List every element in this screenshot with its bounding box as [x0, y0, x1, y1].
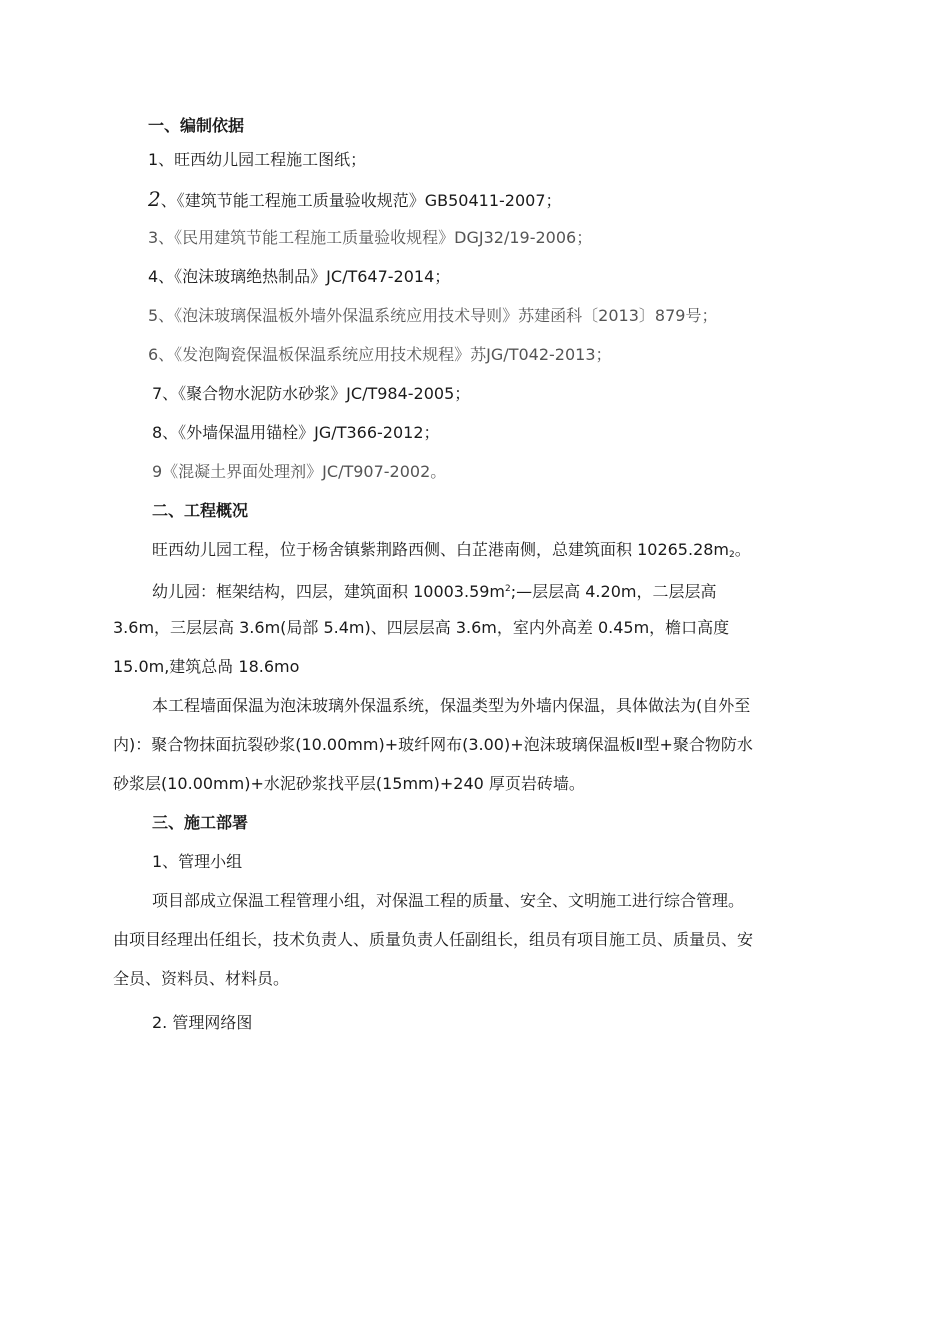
basis-item-9: 9《混凝土界面处理剂》JC/T907-2002。 — [152, 462, 447, 481]
basis-item-4: 4、《泡沫玻璃绝热制品》JC/T647-2014； — [148, 267, 451, 286]
overview-p2-text-a: 幼儿园：框架结构，四层，建筑面积 10003.59m — [152, 582, 506, 601]
basis-item-5: 5、《泡沫玻璃保温板外墙外保温系统应用技术导则》苏建函科〔2013〕879号； — [148, 306, 718, 325]
deploy-subheading-2: 2. 管理网络图 — [152, 1013, 253, 1032]
section-title-deploy: 三、施工部署 — [152, 813, 249, 832]
overview-p1-end: 。 — [734, 540, 751, 559]
basis-item-2-number: 2 — [148, 187, 161, 211]
basis-item-3: 3、《民用建筑节能工程施工质量验收规程》DGJ32/19-2006； — [148, 228, 593, 247]
basis-item-1: 1、旺西幼儿园工程施工图纸； — [148, 150, 367, 169]
deploy-subheading-1: 1、管理小组 — [152, 852, 243, 871]
section-title-basis: 一、编制依据 — [148, 116, 245, 135]
overview-paragraph-3-line-3: 砂浆层(10.00mm)+水泥砂浆找平层(15mm)+240 厚页岩砖墙。 — [113, 774, 585, 793]
basis-item-2-sep: 、 — [160, 191, 177, 210]
basis-item-2 — [148, 187, 562, 213]
basis-item-6: 6、《发泡陶瓷保温板保温系统应用技术规程》苏JG/T042-2013； — [148, 345, 612, 364]
deploy-paragraph-line-2: 由项目经理出任组长，技术负责人、质量负责人任副组长，组员有项目施工员、质量员、安 — [113, 930, 754, 949]
overview-paragraph-3-line-2: 内)：聚合物抹面抗裂砂浆(10.00mm)+玻纤网布(3.00)+泡沫玻璃保温板Ⅱ型+聚合物防水 — [113, 735, 753, 754]
overview-p1-text: 旺西幼儿园工程，位于杨舍镇紫荆路西侧、白芷港南侧，总建筑面积 10265.28m — [152, 540, 730, 559]
overview-paragraph-2-line-2: 3.6m，三层层高 3.6m(局部 5.4m)、四层层高 3.6m，室内外高差 0.45m，檐口高度 — [113, 618, 730, 637]
basis-item-8: 8、《外墙保温用锚栓》JG/T366-2012； — [152, 423, 440, 442]
overview-paragraph-1 — [152, 538, 751, 567]
overview-paragraph-2-line-1 — [152, 577, 716, 604]
overview-p2-superscript: 2 — [505, 584, 511, 594]
deploy-paragraph-line-1: 项目部成立保温工程管理小组，对保温工程的质量、安全、文明施工进行综合管理。 — [152, 891, 745, 910]
overview-p2-text-b: ;—层层高 4.20m，二层层高 — [510, 582, 717, 601]
overview-p1-subscript: 2 — [729, 550, 735, 560]
overview-paragraph-3-line-1: 本工程墙面保温为泡沫玻璃外保温系统，保温类型为外墙内保温，具体做法为(自外至 — [152, 696, 751, 715]
basis-item-7: 7、《聚合物水泥防水砂浆》JC/T984-2005； — [152, 384, 471, 403]
deploy-paragraph-line-3: 全员、资料员、材料员。 — [113, 969, 290, 988]
section-title-overview: 二、工程概况 — [152, 501, 249, 520]
basis-item-2-text: 《建筑节能工程施工质量验收规范》GB50411-2007； — [176, 191, 562, 210]
overview-paragraph-2-line-3: 15.0m,建筑总咼 18.6mo — [113, 657, 300, 676]
